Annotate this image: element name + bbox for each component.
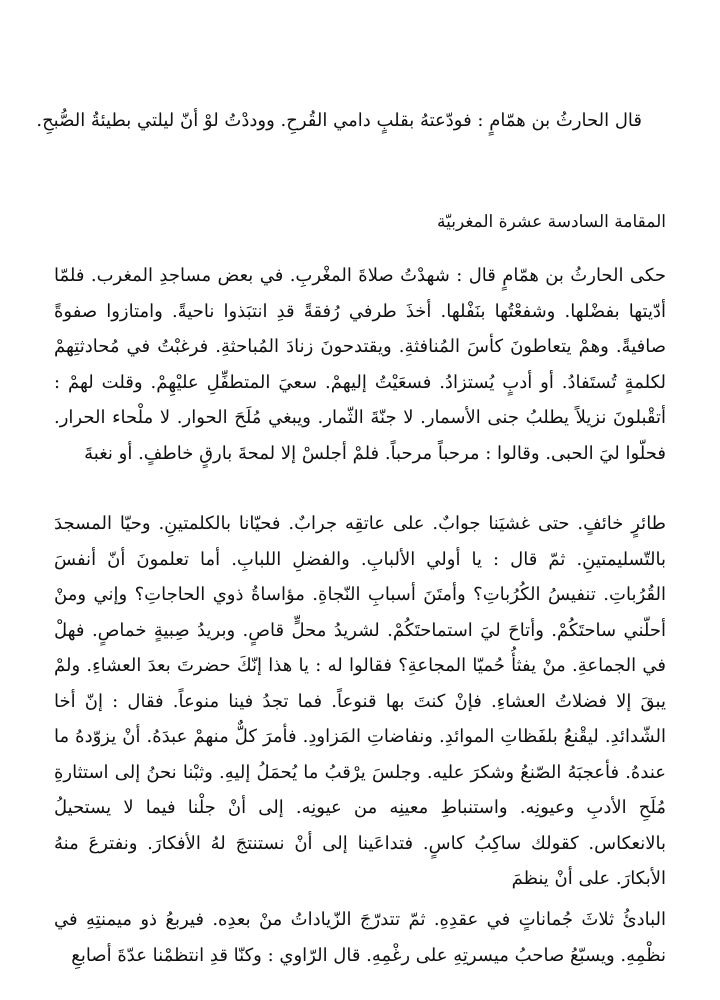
paragraph-2 [54,506,666,897]
paragraph-3 [54,902,666,973]
paragraph-1 [54,258,666,471]
section-heading: المقامة السادسة عشرة المغربيّة [436,212,666,232]
paragraph-text: طائرٍ خائفٍ. حتى غشيَنا جوابٌ. على عاتقِه جرابٌ. فحيّانا بالكلمتينِ. وحيّا المسجدَ بالتّسليمتينِ. ثمّ قال : يا أولي الألبابِ. والفضلِ اللبابِ. أما تعلمونَ أنّ أنفسَ القُرُباتِ. تنفيسُ الكُرُباتِ؟ وأمتَنَ أسبابِ النّجاةِ. مؤاساةُ ذوي الحاجاتِ؟ وإني ومنْ أحلّني ساحتَكُمْ. وأتاحَ ليَ استماحتَكُمْ. لشريدُ محلٍّ قاصٍ. وبريدُ صِبيةٍ خماصٍ. فهلْ في الجماعةِ. منْ يفثأُ حُميّا المجاعةِ؟ فقالوا له : يا هذا إنّكَ حضرتَ بعدَ العشاءِ. ولمْ يبقَ إلا فضلاتُ العشاءِ. فإنْ كنتَ بها قنوعاً. فما تجدُ فينا منوعاً. فقال : إنّ أخا الشّدائدِ. ليقْنعُ بلفَظاتِ الموائدِ. ونفاضاتِ المَزاودِ. فأمرَ كلٌّ منهمْ عبدَهُ. أنْ يزوّدهُ ما عندهُ. فأعجبَهُ الصّنعُ وشكرَ عليه. وجلسَ يرْقبُ ما يُحمَلُ إليهِ. وثبْنا نحنُ إلى استثارةِ مُلَحِ الأدبِ وعيونِه. واستنباطِ معينِه من عيونِه. إلى أنْ جلْنا فيما لا يستحيلُ بالانعكاس. كقولك ساكِبُ كاسٍ. فتداعَينا إلى أنْ نستنتجَ لهُ الأفكارَ. ونفترعَ منهُ الأبكارَ. على أنْ ينظمَ [54,513,667,889]
paragraph-text: حكى الحارثُ بن همّامٍ قال : شهدْتُ صلاةَ المغْربِ. في بعض مساجدِ المغرب. فلمّا أدّيتها بفضْلها. وشفعْتُها بنَفْلها. أخذَ طرفي رُفقةً قدِ انتبَذوا ناحيةً. وامتازوا صفوةً صافيةً. وهمْ يتعاطونَ كأسَ المُنافثةِ. ويقتدحونَ زنادَ المُباحثةِ. فرغبْتُ في مُحادثتِهمْ لكلمةٍ تُستَفادُ. أو أدبٍ يُستزادُ. فسعَيْتُ إليهمْ. سعيَ المتطفِّلِ عليْهِمْ. وقلت لهمْ : أتقْبلونَ نزيلاً يطلبُ جنى الأسمار. لا جنّةَ الثّمار. ويبغي مُلَحَ الحوار. لا ملْحاء الحرار. فحلّوا ليَ الحبى. وقالوا : مرحباً مرحباً. فلمْ أجلسْ إلا لمحةَ بارقٍ خاطفٍ. أو نغبةَ [54,265,666,464]
paragraph-text: البادئُ ثلاثَ جُماناتٍ في عقدِهِ. ثمّ تتدرّجَ الزّياداتُ منْ بعدِه. فيربعُ ذو ميمنتِهِ في نظْمِهِ. ويسبّعُ صاحبُ ميسرتِهِ على رغْمِهِ. قال الرّاوي : وكنّا قدِ انتظمْنا عدّةَ أصابعِ [54,909,666,966]
intro-line: قال الحارثُ بن همّامٍ : فودّعتهُ بقلبٍ دامي القُرحِ. ووددْتُ لوْ أنّ ليلتي بطيئةُ الصُّبحِ. [36,110,642,131]
